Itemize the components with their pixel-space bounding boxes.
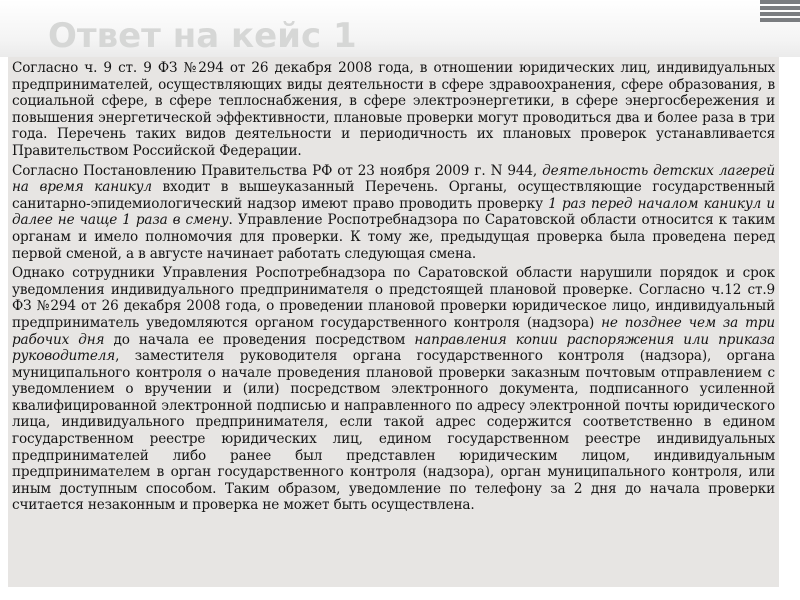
text-run: Однако сотрудники Управления Роспотребнадзора по Саратовской области нарушили порядок и срок уведомления индивидуального предпринимателя о предстоящей плановой проверке. Согласно ч.12 ст.9 ФЗ №294 от 26 декабря 2008 года, о проведении плановой проверки юридическое лицо, индивидуальный предприниматель уведомляются органом государственного контроля (надзора) <box>12 265 775 331</box>
text-run: до начала ее проведения посредством <box>104 331 415 348</box>
content-box <box>8 57 779 587</box>
emphasized-text: не позднее чем за три рабочих дня <box>12 314 775 348</box>
paragraph-3 <box>12 265 775 514</box>
text-run: . Управление Роспотребнадзора по Саратовской области относится к таким органам и имело полномочия для проверки. К тому же, предыдущая проверка была проведена перед первой сменой, а в августе начинает работать следующая смена. <box>12 212 775 262</box>
text-run: , заместителя руководителя органа государственного контроля (надзора), органа муниципального контроля о начале проведения плановой проверки заказным почтовым отправлением с уведомлением о вручении и (или) посредством электронного документа, подписанного усиленной квалифицированной электронной подписью и направленного по адресу электронной почты юридического лица, индивидуального предпринимателя, если такой адрес содержится соответственно в едином государственном реестре юридических лиц, едином государственном реестре индивидуальных предпринимателей либо ранее был представлен юридическим лицом, индивидуальным предпринимателем в орган государственного контроля (надзора), орган муниципального контроля, или иным доступным способом. Таким образом, уведомление по телефону за 2 дня до начала проверки считается незаконным и проверка не может быть осуществлена. <box>12 348 775 514</box>
emphasized-text: 1 раз перед началом каникул и далее не чаще 1 раза в смену <box>12 195 775 229</box>
paragraph-2 <box>12 163 775 263</box>
text-run: входит в вышеуказанный Перечень. Органы, осуществляющие государственный санитарно-эпидемиологический надзор имеют право проводить проверку <box>12 179 775 212</box>
emphasized-text: деятельность детских лагерей на время каникул <box>12 162 775 196</box>
text-run: Согласно Постановлению Правительства РФ от 23 ноября 2009 г. N 944, <box>12 162 543 179</box>
paragraph-1 <box>12 60 775 160</box>
text-run: Согласно ч. 9 ст. 9 ФЗ №294 от 26 декабря 2008 года, в отношении юридических лиц, индивидуальных предпринимателей, осуществляющих виды деятельности в сфере здравоохранения, сфере образования, в социальной сфере, в сфере теплоснабжения, в сфере электроэнергетики, в сфере энергосбережения и повышения энергетической эффективности, плановые проверки могут проводиться два и более раза в три года. Перечень таких видов деятельности и периодичность их плановых проверок устанавливается Правительством Российской Федерации. <box>12 60 775 159</box>
emphasized-text: направления копии распоряжения или приказа руководителя <box>12 331 775 365</box>
corner-accent-stripes <box>760 0 800 28</box>
slide-title: Ответ на кейс 1 <box>48 16 357 56</box>
